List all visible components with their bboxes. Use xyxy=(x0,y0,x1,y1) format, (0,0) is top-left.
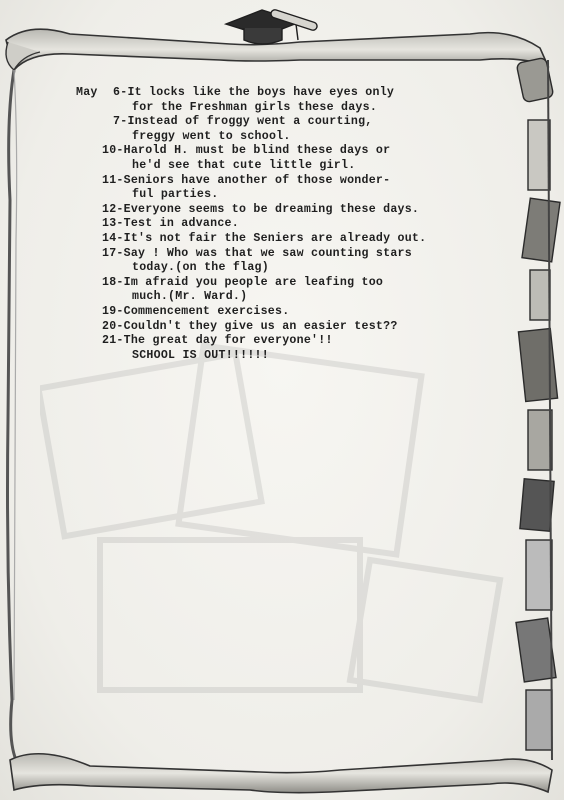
journal-entry: 12-Everyone seems to be dreaming these days. xyxy=(102,202,420,216)
journal-entry: 10-Harold H. must be blind these days or he'd see that cute little girl. xyxy=(102,144,391,172)
journal-entry: 18-Im afraid you people are leafing too much.(Mr. Ward.) xyxy=(102,275,384,304)
journal-entry: 19-Commencement exercises. xyxy=(102,304,290,318)
journal-entry: 11-Seniors have another of those wonder- ful parties. xyxy=(102,173,391,202)
journal-entry: May 6-It locks like the boys have eyes only for the Freshman girls these days. xyxy=(76,86,395,114)
month-label: May xyxy=(76,86,98,99)
journal-entry: 21-The great day for everyone'!! SCHOOL IS OUT!!!!!! xyxy=(102,334,333,362)
journal-entry: 20-Couldn't they give us an easier test?? xyxy=(102,319,398,333)
journal-entry: 7-Instead of froggy went a courting, freggy went to school. xyxy=(113,115,373,143)
journal-entry: 14-It's not fair the Seniers are already out. xyxy=(102,231,427,245)
calendar-journal xyxy=(76,86,516,363)
graduation-cap-icon xyxy=(226,9,318,44)
faded-background-illustration xyxy=(40,330,520,710)
journal-entry: 17-Say ! Who was that we saw counting stars today.(on the flag) xyxy=(102,246,412,275)
journal-entry: 13-Test in advance. xyxy=(102,217,239,231)
